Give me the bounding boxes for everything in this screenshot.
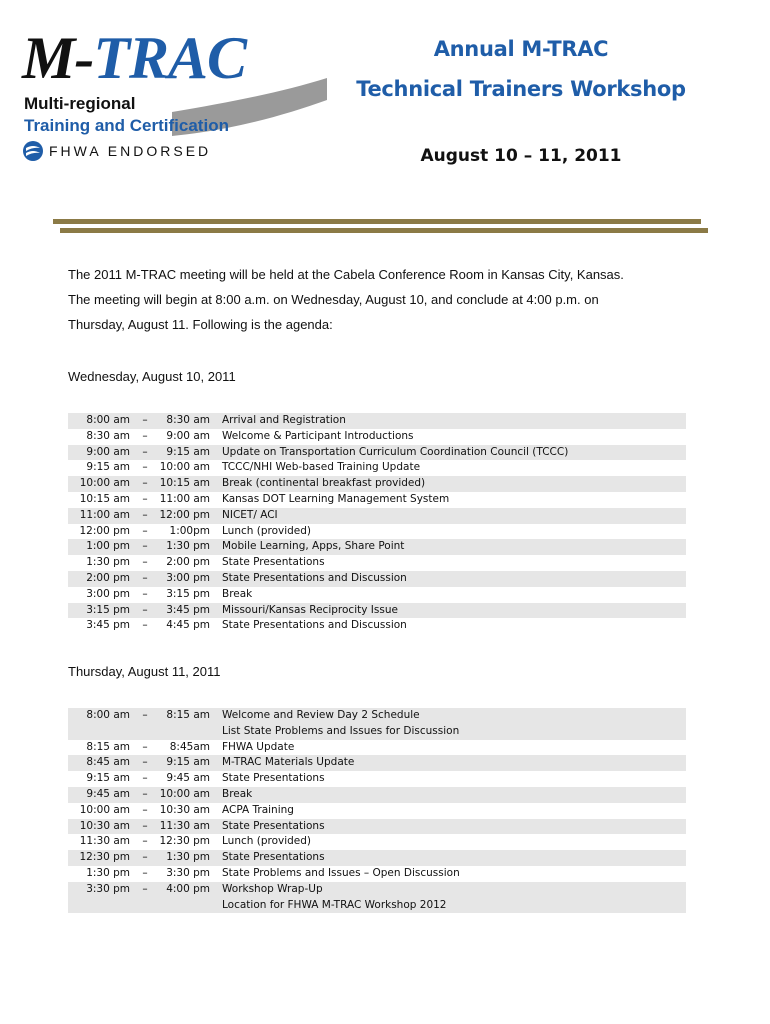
end-time: 8:30 am (166, 414, 210, 426)
logo-wordmark: M-TRAC (22, 25, 247, 91)
end-time: 1:30 pm (166, 540, 210, 553)
session-description (222, 587, 686, 603)
time-separator: – (142, 445, 148, 458)
session-description (222, 618, 686, 634)
agenda-row (68, 834, 686, 850)
end-time: 12:00 pm (159, 508, 210, 521)
end-time: 9:15 am (166, 445, 210, 458)
session-text: Kansas DOT Learning Management System (222, 492, 450, 505)
start-time: 9:45 am (86, 787, 130, 800)
session-description (222, 413, 686, 429)
time-separator: – (142, 740, 148, 753)
start-time: 10:00 am (79, 803, 130, 816)
time-separator: – (142, 803, 148, 816)
session-description (222, 445, 686, 461)
title-line-2: Technical Trainers Workshop (356, 77, 686, 101)
logo-tagline-2: Training and Certification (24, 116, 229, 135)
session-description (222, 740, 686, 756)
fhwa-endorsement (22, 140, 211, 162)
session-text: Break (continental breakfast provided) (222, 477, 426, 490)
agenda-row (68, 882, 686, 914)
session-text: FHWA Update (222, 740, 295, 753)
end-time: 12:30 pm (159, 835, 210, 848)
time-separator: – (142, 819, 148, 832)
start-time: 3:15 pm (86, 603, 130, 616)
end-time: 3:15 pm (166, 587, 210, 600)
session-description (222, 603, 686, 619)
start-time: 1:30 pm (86, 866, 130, 879)
start-time: 8:30 am (86, 429, 130, 442)
time-separator: – (142, 571, 148, 584)
agenda-row (68, 771, 686, 787)
start-time: 9:15 am (86, 461, 130, 474)
agenda-row (68, 819, 686, 835)
start-time: 8:45 am (86, 756, 130, 769)
fhwa-text: FHWA ENDORSED (49, 143, 212, 159)
session-text: State Presentations (222, 819, 325, 832)
workshop-title (336, 36, 706, 103)
agenda-row (68, 866, 686, 882)
agenda-row (68, 460, 686, 476)
time-separator: – (142, 477, 148, 490)
session-description (222, 803, 686, 819)
end-time: 3:45 pm (166, 603, 210, 616)
time-separator: – (142, 414, 148, 426)
start-time: 8:00 am (86, 414, 130, 426)
session-description (222, 787, 686, 803)
end-time: 8:45am (169, 740, 210, 753)
session-text: Arrival and Registration (222, 414, 346, 426)
session-text: State Problems and Issues – Open Discussion (222, 866, 460, 879)
time-separator: – (142, 429, 148, 442)
end-time: 9:15 am (166, 756, 210, 769)
agenda-row (68, 587, 686, 603)
agenda-row (68, 708, 686, 740)
session-text: State Presentations (222, 851, 325, 864)
end-time: 11:00 am (159, 492, 210, 505)
time-separator: – (142, 851, 148, 864)
time-separator: – (142, 709, 148, 721)
time-separator: – (142, 619, 148, 632)
session-text: Break (222, 587, 253, 600)
end-time: 10:00 am (159, 461, 210, 474)
session-description (222, 771, 686, 787)
agenda-row (68, 618, 686, 634)
time-separator: – (142, 787, 148, 800)
session-text: Lunch (provided) (222, 835, 312, 848)
end-time: 1:30 pm (166, 851, 210, 864)
end-time: 2:00 pm (166, 556, 210, 569)
title-line-1: Annual M-TRAC (433, 37, 609, 61)
start-time: 10:15 am (79, 492, 130, 505)
end-time: 4:45 pm (166, 619, 210, 632)
intro-paragraph (68, 262, 728, 337)
session-text: TCCC/NHI Web-based Training Update (222, 461, 421, 474)
time-separator: – (142, 461, 148, 474)
time-separator: – (142, 835, 148, 848)
session-text: Welcome and Review Day 2 Schedule (222, 709, 420, 721)
end-time: 8:15 am (166, 709, 210, 721)
session-text: Location for FHWA M-TRAC Workshop 2012 (222, 898, 447, 911)
agenda-row (68, 850, 686, 866)
end-time: 3:00 pm (166, 571, 210, 584)
session-text: State Presentations and Discussion (222, 571, 407, 584)
session-description (222, 571, 686, 587)
session-description (222, 555, 686, 571)
end-time: 3:30 pm (166, 866, 210, 879)
intro-line: Thursday, August 11. Following is the agenda: (68, 317, 333, 332)
agenda-row (68, 429, 686, 445)
session-text: State Presentations (222, 556, 325, 569)
agenda-row (68, 524, 686, 540)
time-separator: – (142, 556, 148, 569)
session-text: NICET/ ACI (222, 508, 278, 521)
session-description (222, 819, 686, 835)
agenda-row (68, 740, 686, 756)
start-time: 1:00 pm (86, 540, 130, 553)
session-text: List State Problems and Issues for Discussion (222, 724, 460, 737)
start-time: 3:30 pm (86, 882, 130, 895)
start-time: 9:15 am (86, 772, 130, 785)
agenda-row (68, 803, 686, 819)
day-heading-wednesday: Wednesday, August 10, 2011 (68, 369, 236, 384)
agenda-row (68, 508, 686, 524)
session-text: Update on Transportation Curriculum Coordination Council (TCCC) (222, 445, 569, 458)
agenda-row (68, 445, 686, 461)
start-time: 12:30 pm (79, 851, 130, 864)
time-separator: – (142, 882, 148, 895)
start-time: 8:00 am (86, 709, 130, 721)
logo-tagline-1: Multi-regional (24, 94, 136, 113)
session-text: Welcome & Participant Introductions (222, 429, 414, 442)
session-description (222, 476, 686, 492)
agenda-row (68, 413, 686, 429)
end-time: 10:15 am (159, 477, 210, 490)
session-description (222, 492, 686, 508)
start-time: 1:30 pm (86, 556, 130, 569)
session-text: Missouri/Kansas Reciprocity Issue (222, 603, 398, 616)
agenda-row (68, 476, 686, 492)
day-heading-thursday: Thursday, August 11, 2011 (68, 664, 221, 679)
agenda-row (68, 755, 686, 771)
session-description (222, 866, 686, 882)
mtrac-logo (22, 25, 327, 163)
agenda-row (68, 539, 686, 555)
start-time: 11:30 am (79, 835, 130, 848)
start-time: 2:00 pm (86, 571, 130, 584)
session-description (222, 882, 686, 914)
start-time: 8:15 am (86, 740, 130, 753)
session-description (222, 508, 686, 524)
start-time: 10:00 am (79, 477, 130, 490)
agenda-row (68, 603, 686, 619)
intro-line: The meeting will begin at 8:00 a.m. on Wednesday, August 10, and conclude at 4:00 p.m. on (68, 292, 599, 307)
start-time: 11:00 am (79, 508, 130, 521)
agenda-thursday (68, 708, 686, 913)
time-separator: – (142, 772, 148, 785)
session-description (222, 524, 686, 540)
end-time: 10:30 am (159, 803, 210, 816)
end-time: 9:45 am (166, 772, 210, 785)
agenda-row (68, 787, 686, 803)
agenda-row (68, 571, 686, 587)
session-description (222, 834, 686, 850)
session-text: M-TRAC Materials Update (222, 756, 355, 769)
session-text: ACPA Training (222, 803, 294, 816)
time-separator: – (142, 756, 148, 769)
agenda-row (68, 555, 686, 571)
end-time: 9:00 am (166, 429, 210, 442)
start-time: 9:00 am (86, 445, 130, 458)
session-text: State Presentations (222, 772, 325, 785)
start-time: 3:45 pm (86, 619, 130, 632)
end-time: 4:00 pm (166, 882, 210, 895)
session-description (222, 708, 686, 740)
session-description (222, 539, 686, 555)
time-separator: – (142, 540, 148, 553)
session-description (222, 850, 686, 866)
session-text: Break (222, 787, 253, 800)
agenda-wednesday (68, 413, 686, 634)
time-separator: – (142, 524, 148, 537)
fhwa-emblem-icon (22, 140, 44, 162)
session-description (222, 755, 686, 771)
session-description (222, 429, 686, 445)
session-text: Lunch (provided) (222, 524, 312, 537)
agenda-row (68, 492, 686, 508)
start-time: 12:00 pm (79, 524, 130, 537)
workshop-date: August 10 – 11, 2011 (420, 146, 622, 166)
start-time: 10:30 am (79, 819, 130, 832)
time-separator: – (142, 508, 148, 521)
session-text: Workshop Wrap-Up (222, 882, 323, 895)
session-text: State Presentations and Discussion (222, 619, 407, 632)
start-time: 3:00 pm (86, 587, 130, 600)
divider-rule-bottom (60, 228, 708, 233)
divider-rule-top (53, 219, 701, 224)
time-separator: – (142, 866, 148, 879)
intro-line: The 2011 M-TRAC meeting will be held at the Cabela Conference Room in Kansas City, Kansas. (68, 267, 624, 282)
time-separator: – (142, 492, 148, 505)
end-time: 10:00 am (159, 787, 210, 800)
time-separator: – (142, 603, 148, 616)
end-time: 11:30 am (159, 819, 210, 832)
session-text: Mobile Learning, Apps, Share Point (222, 540, 405, 553)
session-description (222, 460, 686, 476)
time-separator: – (142, 587, 148, 600)
end-time: 1:00pm (169, 524, 210, 537)
